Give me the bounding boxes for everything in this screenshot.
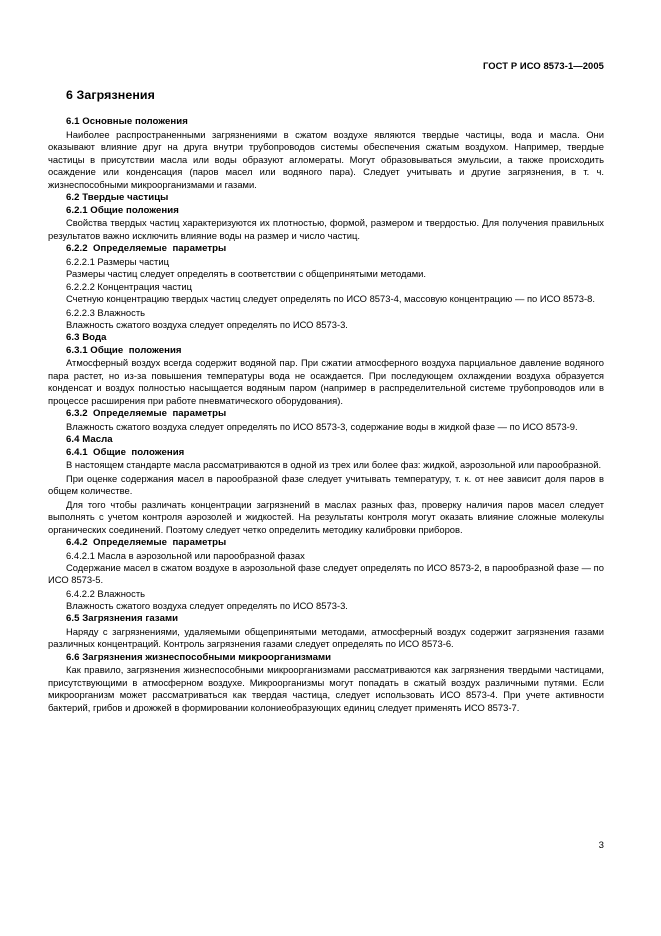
heading-6-4-1: 6.4.1 Общие положения: [66, 446, 185, 458]
paragraph-6-4-1-2: При оценке содержания масел в парообразной фазе следует учитывать температуру, т. к. от нее зависит доля паров в общем количестве.: [48, 472, 604, 496]
heading-6-6: 6.6 Загрязнения жизнеспособными микроорганизмами: [66, 651, 332, 663]
paragraph-6-5-1: Наряду с загрязнениями, удаляемыми общепринятыми методами, атмосферный воздух содержит загрязнения газами различных концентраций. Контроль загрязнения газами следует определять по ИСО 8573-6.: [48, 625, 604, 649]
heading-6-4-2: 6.4.2 Определяемые параметры: [66, 537, 227, 548]
heading-6-4-2-1: 6.4.2.1 Масла в аэрозольной или парообразной фазах: [66, 549, 305, 561]
paragraph-6-2-2-2-1: Счетную концентрацию твердых частиц следует определять по ИСО 8573-4, массовую концентрацию — по ИСО 8573-8.: [66, 293, 595, 304]
heading-6-3-1: 6.3.1 Общие положения: [66, 344, 182, 356]
heading-6-2-2-2: 6.2.2.2 Концентрация частиц: [66, 281, 193, 292]
paragraph-6-4-1-1: В настоящем стандарте масла рассматриваются в одной из трех или более фаз: жидкой, аэрозольной или парообразной.: [66, 459, 602, 470]
heading-6-2: 6.2 Твердые частицы: [66, 192, 169, 203]
paragraph-6-4-1-3: Для того чтобы различать концентрации загрязнений в маслах разных фаз, проверку наличия паров масел следует выполнять с учетом контроля аэрозолей и жидкостей. На результаты контроля могут оказать влияние сложные молекулы органических соединений. Поэтому следует четко определить методику калибровки приборов.: [48, 498, 604, 535]
running-head-standard-number: ГОСТ Р ИСО 8573-1—2005: [482, 60, 604, 71]
heading-6-2-2-1: 6.2.2.1 Размеры частиц: [66, 255, 169, 267]
paragraph-6-3-2-1: Влажность сжатого воздуха следует определять по ИСО 8573-3, содержание воды в жидкой фазе — по ИСО 8573-9.: [66, 420, 578, 432]
heading-6-2-2-3: 6.2.2.3 Влажность: [66, 306, 146, 318]
heading-6-3-2: 6.3.2 Определяемые параметры: [66, 408, 227, 419]
clause-6-title: 6 Загрязнения: [66, 88, 155, 102]
heading-6-5: 6.5 Загрязнения газами: [66, 613, 179, 624]
paragraph-6-6-1: Как правило, загрязнения жизнеспособными микроорганизмами рассматриваются как загрязнения твердыми частицами, присутствующими в атмосферном воздухе. Микроорганизмы могут попадать в сжатый воздух различными путями. Если микроорганизм может рассматриваться как твердая частица, следует использовать ИСО 8573-4. При учете активности бактерий, грибов и дрожжей в формировании колониеобразующих единиц следует применять ИСО 8573-7.: [48, 664, 604, 713]
heading-6-4: 6.4 Масла: [66, 434, 113, 445]
paragraph-6-2-1-1: Свойства твердых частиц характеризуются их плотностью, формой, размером и твердостью. Для получения правильных результатов важно исключить влияние воды на размер и число частиц.: [48, 217, 604, 241]
paragraph-6-2-2-1-1: Размеры частиц следует определять в соответствии с общепринятыми методами.: [66, 267, 427, 279]
paragraph-6-1-1: Наиболее распространенными загрязнениями в сжатом воздухе являются твердые частицы, вода и масла. Они оказывают влияние друг на друга внутри трубопроводов системы обеспечения сжатым воздухом. Например, твердые частицы в присутствии масла или воды образуют агломераты. Могут образовываться эмульсии, а также происходить осаждение или конденсация (паров масел или водяного пара). Следует учитывать и другие загрязнения, в т. ч. жизнеспособными микроорганизмами и газами.: [48, 128, 604, 190]
page-content: [48, 88, 604, 715]
heading-6-1: 6.1 Основные положения: [66, 116, 188, 127]
paragraph-6-4-2-1-1: Содержание масел в сжатом воздухе в аэрозольной фазе следует определять по ИСО 8573-2, в парообразной фазе — по ИСО 8573-5.: [48, 561, 604, 585]
page-number: 3: [598, 840, 604, 851]
paragraph-6-2-2-3-1: Влажность сжатого воздуха следует определять по ИСО 8573-3.: [66, 318, 348, 330]
paragraph-6-3-1-1: Атмосферный воздух всегда содержит водяной пар. При сжатии атмосферного воздуха парциальное давление водяного пара растет, но из-за повышения температуры вода не осаждается. При последующем охлаждении воздуха образуется конденсат и воздух полностью насыщается водяным паром (например в распределительной системе трубопроводов или в процессе расширения при работе пневматического оборудования).: [48, 357, 604, 406]
heading-6-2-1: 6.2.1 Общие положения: [66, 204, 179, 216]
paragraph-6-4-2-2-1: Влажность сжатого воздуха следует определять по ИСО 8573-3.: [66, 599, 348, 611]
heading-6-3: 6.3 Вода: [66, 332, 107, 343]
heading-6-4-2-2: 6.4.2.2 Влажность: [66, 587, 146, 599]
heading-6-2-2: 6.2.2 Определяемые параметры: [66, 243, 227, 254]
